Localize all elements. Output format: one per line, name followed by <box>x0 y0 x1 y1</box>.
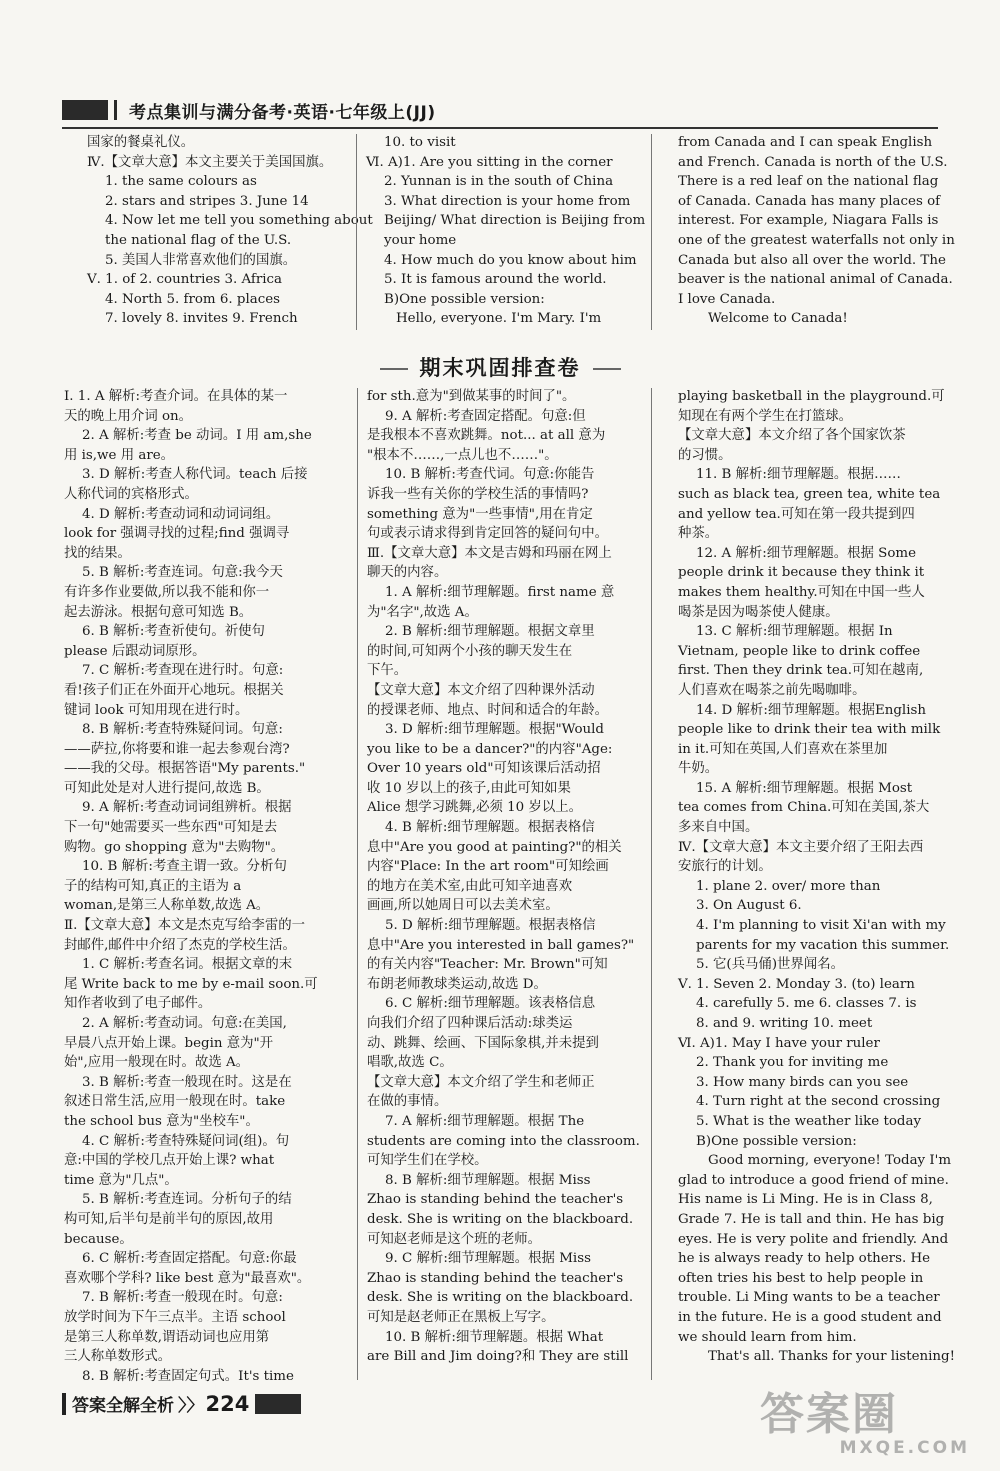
text-line: your home <box>384 232 457 248</box>
text-line: 8. B 解析:考查固定句式。It's time <box>82 1368 294 1384</box>
text-line: 尾 Write back to me by e-mail soon.可 <box>64 976 318 992</box>
page-number: 224 <box>205 1391 250 1416</box>
text-line: 的有关内容"Teacher: Mr. Brown"可知 <box>367 957 608 973</box>
text-line: 8. B 解析:细节理解题。根据 Miss <box>385 1172 591 1188</box>
text-line: 5. B 解析:考查连词。分析句子的结 <box>82 1192 292 1208</box>
text-line: Ⅵ. A)1. May I have your ruler <box>678 1035 880 1051</box>
text-line: tea comes from China.可知在美国,茶大 <box>678 800 930 816</box>
text-line: B)One possible version: <box>384 291 545 307</box>
text-line: 9. A 解析:考查动词词组辨析。根据 <box>82 800 292 816</box>
text-line: 键词 look 可知用现在进行时。 <box>64 702 249 718</box>
text-line: 的地方在美术室,由此可知辛迪喜欢 <box>367 878 573 894</box>
column-divider <box>356 134 357 330</box>
text-line: 6. C 解析:考查固定搭配。句意:你最 <box>82 1251 297 1267</box>
text-line: 11. B 解析:细节理解题。根据…… <box>696 467 901 483</box>
text-line: 牛奶。 <box>678 761 719 777</box>
text-line: 10. B 解析:细节理解题。根据 What <box>385 1329 604 1345</box>
text-line: 5. B 解析:考查连词。句意:我今天 <box>82 565 283 581</box>
text-line: Good morning, everyone! Today I'm <box>708 1153 952 1169</box>
page-footer <box>62 1391 301 1416</box>
text-line: 4. I'm planning to visit Xi'an with my <box>696 918 946 934</box>
text-line: 4. North 5. from 6. places <box>105 291 281 307</box>
text-line: glad to introduce a good friend of mine. <box>678 1172 949 1188</box>
text-line: That's all. Thanks for your listening! <box>708 1349 956 1365</box>
text-line: 5. D 解析:细节理解题。根据表格信 <box>385 918 596 934</box>
text-line: 2. A 解析:考查动词。句意:在美国, <box>82 1016 287 1031</box>
text-line: 的授课老师、地点、时间和适合的年龄。 <box>367 702 609 718</box>
text-line: in the future. He is a good student and <box>678 1309 942 1325</box>
text-line: 始",应用一般现在时。故选 A。 <box>64 1055 250 1071</box>
text-line: are Bill and Jim doing?和 They are still <box>367 1349 629 1365</box>
text-line: 3. What direction is your home from <box>384 193 631 209</box>
text-line: from Canada and I can speak English <box>678 135 933 150</box>
text-line: 1. the same colours as <box>105 174 257 190</box>
text-line: 知作者收到了电子邮件。 <box>64 996 212 1012</box>
text-line: 4. B 解析:细节理解题。根据表格信 <box>385 820 595 836</box>
text-line: 构可知,后半句是前半句的原因,故用 <box>64 1211 274 1227</box>
text-line: something 意为"一些事情",用在肯定 <box>367 506 593 522</box>
text-line: 13. C 解析:细节理解题。根据 In <box>696 624 893 640</box>
text-line: 4. C 解析:考查特殊疑问词(组)。句 <box>82 1133 290 1149</box>
text-line: 起去游泳。根据句意可知选 B。 <box>64 604 253 620</box>
text-line: Ⅴ. 1. of 2. countries 3. Africa <box>87 272 283 288</box>
text-line: 安旅行的计划。 <box>678 859 772 875</box>
text-line: 4. D 解析:考查动词和动词词组。 <box>82 506 280 522</box>
text-line: 3. B 解析:考查一般现在时。这是在 <box>82 1074 292 1090</box>
text-line: 8. and 9. writing 10. meet <box>696 1016 873 1031</box>
text-line: desk. She is writing on the blackboard. <box>367 1211 634 1227</box>
text-line: 2. Thank you for inviting me <box>696 1055 889 1071</box>
text-line: 7. C 解析:考查现在进行时。句意: <box>82 663 284 679</box>
text-line: 购物。go shopping 意为"去购物"。 <box>64 839 285 855</box>
text-line: 放学时间为下午三点半。主语 school <box>64 1309 286 1325</box>
text-line: Over 10 years old"可知该课后活动招 <box>367 761 601 777</box>
text-line: 可知赵老师是这个班的老师。 <box>367 1231 542 1247</box>
text-line: 的时间,可知两个小孩的聊天发生在 <box>367 643 573 659</box>
bottom-column-1 <box>64 387 348 1386</box>
text-line: one of the greatest waterfalls not only in <box>678 232 955 248</box>
text-line: people like to drink their tea with milk <box>678 722 941 738</box>
watermark-text: 答案圈 <box>760 1389 898 1440</box>
text-line: 【文章大意】本文介绍了各个国家饮茶 <box>678 428 906 444</box>
text-line: Grade 7. He is tall and thin. He has big <box>678 1211 945 1227</box>
text-line: we should learn from him. <box>678 1329 857 1345</box>
text-line: 4. Turn right at the second crossing <box>696 1094 941 1110</box>
text-line: 画画,所以她周日可以去美术室。 <box>367 898 559 914</box>
text-line: 的习惯。 <box>678 447 732 463</box>
text-line: often tries his best to help people in <box>678 1270 924 1286</box>
text-line: 2. stars and stripes 3. June 14 <box>105 193 309 209</box>
text-line: 唱歌,故选 C。 <box>367 1055 453 1071</box>
text-line: ——我的父母。根据答语"My parents." <box>64 761 306 777</box>
text-line: you like to be a dancer?"的内容"Age: <box>367 741 613 757</box>
text-line: 多来自中国。 <box>678 820 759 836</box>
text-line: 内容"Place: In the art room"可知绘画 <box>367 859 609 875</box>
text-line: 是我根本不喜欢跳舞。not... at all 意为 <box>367 428 606 444</box>
text-line: 3. D 解析:考查人称代词。teach 后接 <box>82 467 308 483</box>
section-title <box>0 352 1000 382</box>
text-line: 找的结果。 <box>64 545 131 561</box>
text-line: 天的晚上用介词 on。 <box>64 408 193 424</box>
text-line: 5. What is the weather like today <box>696 1113 922 1129</box>
text-line: 喝茶是因为喝茶使人健康。 <box>678 604 839 620</box>
text-line: Ⅰ. 1. A 解析:考查介词。在具体的某一 <box>64 389 288 404</box>
text-line: 1. C 解析:考查名词。根据文章的末 <box>82 957 293 973</box>
text-line: 10. B 解析:考查代词。句意:你能告 <box>385 467 595 483</box>
text-line: 2. A 解析:考查 be 动词。I 用 am,she <box>82 428 312 444</box>
text-line: 5. It is famous around the world. <box>384 272 607 288</box>
text-line: 国家的餐桌礼仪。 <box>87 135 195 150</box>
text-line: 8. B 解析:考查特殊疑问词。句意: <box>82 722 283 738</box>
text-line: 向我们介绍了四种课后活动:球类运 <box>367 1016 573 1031</box>
text-line: 在做的事情。 <box>367 1094 448 1110</box>
text-line: 9. C 解析:细节理解题。根据 Miss <box>385 1251 591 1267</box>
text-line: first. Then they drink tea.可知在越南, <box>678 663 924 679</box>
text-line: interest. For example, Niagara Falls is <box>678 213 939 229</box>
text-line: There is a red leaf on the national flag <box>678 174 939 190</box>
section-title-text: 期末巩固排查卷 <box>368 356 633 380</box>
text-line: 6. C 解析:细节理解题。该表格信息 <box>385 996 596 1012</box>
header-block-mark <box>62 100 108 120</box>
text-line: I love Canada. <box>678 291 776 307</box>
footer-label: 答案全解全析 <box>72 1396 174 1416</box>
text-line: desk. She is writing on the blackboard. <box>367 1290 634 1306</box>
text-line: 下午。 <box>367 663 408 679</box>
text-line: 叙述日常生活,应用一般现在时。take <box>64 1094 286 1110</box>
text-line: for sth.意为"到做某事的时间了"。 <box>367 389 576 404</box>
text-line: ——萨拉,你将要和谁一起去参观台湾? <box>64 741 290 757</box>
footer-bar-mark <box>62 1393 66 1415</box>
text-line: 为"名字",故选 A。 <box>367 604 478 620</box>
watermark-logo <box>760 1389 970 1462</box>
text-line: 用 is,we 用 are。 <box>64 447 175 463</box>
text-line: 5. 美国人非常喜欢他们的国旗。 <box>105 252 297 268</box>
text-line: His name is Li Ming. He is in Class 8, <box>678 1192 933 1208</box>
text-line: Ⅲ.【文章大意】本文是吉姆和玛丽在网上 <box>367 545 612 561</box>
text-line: 可知学生们在学校。 <box>367 1153 488 1169</box>
header-title: 考点集训与满分备考·英语·七年级上(JJ) <box>129 102 436 123</box>
text-line: people drink it because they think it <box>678 565 925 581</box>
text-line: 人称代词的宾格形式。 <box>64 486 198 502</box>
text-line: he is always ready to help others. He <box>678 1251 931 1267</box>
text-line: Beijing/ What direction is Beijing from <box>384 213 646 229</box>
text-line: 有许多作业要做,所以我不能和你一 <box>64 584 270 600</box>
text-line: 4. How much do you know about him <box>384 252 637 268</box>
watermark-url: MXQE.COM <box>839 1438 970 1458</box>
text-line: 【文章大意】本文介绍了四种课外活动 <box>367 682 595 698</box>
text-line: students are coming into the classroom. <box>367 1133 640 1149</box>
text-line: 子的结构可知,真正的主语为 a <box>64 878 242 894</box>
text-line: 下一句"她需要买一些东西"可知是去 <box>64 820 278 836</box>
text-line: 看!孩子们正在外面开心地玩。根据关 <box>64 682 284 698</box>
text-line: B)One possible version: <box>696 1133 857 1149</box>
text-line: look for 强调寻找的过程;find 强调寻 <box>64 526 290 542</box>
text-line: Zhao is standing behind the teacher's <box>367 1270 624 1286</box>
text-line: 收 10 岁以上的孩子,由此可知如果 <box>367 780 571 796</box>
text-line: and yellow tea.可知在第一段共提到四 <box>678 506 915 522</box>
text-line: eyes. He is very polite and friendly. And <box>678 1231 949 1247</box>
text-line: Zhao is standing behind the teacher's <box>367 1192 624 1208</box>
top-column-1 <box>87 133 373 329</box>
header-bar-mark <box>114 100 123 120</box>
column-divider <box>357 388 358 1380</box>
text-line: 知现在有两个学生在打篮球。 <box>678 408 853 424</box>
text-line: please 后跟动词原形。 <box>64 643 206 659</box>
text-line: "根本不……,一点儿也不……"。 <box>367 447 558 463</box>
text-line: 早晨八点开始上课。begin 意为"开 <box>64 1035 274 1051</box>
text-line: parents for my vacation this summer. <box>696 937 950 953</box>
text-line: 是第三人称单数,谓语动词也应用第 <box>64 1329 270 1345</box>
text-line: Alice 想学习跳舞,必须 10 岁以上。 <box>367 800 583 816</box>
text-line: 诉我一些有关你的学校生活的事情吗? <box>367 486 589 502</box>
text-line: 4. Now let me tell you something about <box>105 213 373 229</box>
text-line: 15. A 解析:细节理解题。根据 Most <box>696 780 913 796</box>
text-line: time 意为"几点"。 <box>64 1172 178 1188</box>
text-line: 3. How many birds can you see <box>696 1074 909 1090</box>
text-line: makes them healthy.可知在中国一些人 <box>678 584 925 600</box>
bottom-column-2 <box>367 387 640 1367</box>
text-line: 布朗老师教球类运动,故选 D。 <box>367 976 547 992</box>
text-line: 喜欢哪个学科? like best 意为"最喜欢"。 <box>64 1270 311 1286</box>
text-line: Ⅳ.【文章大意】本文主要关于美国国旗。 <box>87 154 333 170</box>
text-line: 12. A 解析:细节理解题。根据 Some <box>696 545 917 561</box>
text-line: 4. carefully 5. me 6. classes 7. is <box>696 996 917 1012</box>
top-column-3 <box>678 133 955 329</box>
text-line: 9. A 解析:考查固定搭配。句意:但 <box>385 408 586 424</box>
text-line: 动、跳舞、绘画、下国际象棋,并未提到 <box>367 1035 599 1051</box>
column-divider <box>651 134 652 330</box>
text-line: 3. On August 6. <box>696 898 802 914</box>
text-line: and French. Canada is north of the U.S. <box>678 154 948 170</box>
text-line: trouble. Li Ming wants to be a teacher <box>678 1290 940 1306</box>
text-line: Ⅵ. A)1. Are you sitting in the corner <box>366 154 613 170</box>
text-line: 1. plane 2. over/ more than <box>696 878 881 894</box>
text-line: 可知此处是对人进行提问,故选 B。 <box>64 780 270 796</box>
text-line: 息中"Are you good at painting?"的相关 <box>367 839 622 855</box>
text-line: Ⅱ.【文章大意】本文是杰克写给李雷的一 <box>64 918 305 934</box>
text-line: 三人称单数形式。 <box>64 1349 172 1365</box>
text-line: 封邮件,邮件中介绍了杰克的学校生活。 <box>64 937 296 953</box>
top-column-2 <box>366 133 646 329</box>
text-line: Welcome to Canada! <box>708 311 848 327</box>
text-line: Ⅴ. 1. Seven 2. Monday 3. (to) learn <box>678 976 915 992</box>
text-line: the school bus 意为"坐校车"。 <box>64 1113 259 1129</box>
text-line: of Canada. Canada has many places of <box>678 193 941 209</box>
text-line: 14. D 解析:细节理解题。根据English <box>696 702 926 718</box>
bottom-column-3 <box>678 387 956 1367</box>
text-line: beaver is the national animal of Canada. <box>678 272 953 288</box>
text-line: 7. A 解析:细节理解题。根据 The <box>385 1113 585 1129</box>
text-line: 3. D 解析:细节理解题。根据"Would <box>385 722 604 738</box>
text-line: 2. B 解析:细节理解题。根据文章里 <box>385 624 595 640</box>
text-line: 种茶。 <box>678 526 719 542</box>
text-line: such as black tea, green tea, white tea <box>678 486 941 502</box>
header-rule <box>62 127 938 129</box>
page-header <box>62 97 436 123</box>
text-line: 7. lovely 8. invites 9. French <box>105 311 298 327</box>
text-line: 息中"Are you interested in ball games?" <box>367 937 635 953</box>
text-line: 6. B 解析:考查祈使句。祈使句 <box>82 624 265 640</box>
text-line: 7. B 解析:考查一般现在时。句意: <box>82 1290 283 1306</box>
text-line: 可知是赵老师正在黑板上写字。 <box>367 1309 555 1325</box>
text-line: Canada but also all over the world. The <box>678 252 946 268</box>
text-line: 意:中国的学校几点开始上课? what <box>64 1153 275 1169</box>
text-line: 人们喜欢在喝茶之前先喝咖啡。 <box>678 682 866 698</box>
text-line: Hello, everyone. I'm Mary. I'm <box>396 311 602 327</box>
text-line: 10. B 解析:考查主谓一致。分析句 <box>82 859 287 875</box>
text-line: the national flag of the U.S. <box>105 232 292 248</box>
text-line: because。 <box>64 1231 133 1247</box>
text-line: 5. 它(兵马俑)世界闻名。 <box>696 957 844 973</box>
text-line: 【文章大意】本文介绍了学生和老师正 <box>367 1074 595 1090</box>
column-divider <box>651 388 652 1380</box>
footer-arrows: 〉〉 <box>178 1396 204 1416</box>
text-line: 10. to visit <box>384 135 456 150</box>
text-line: 句或表示请求得到肯定回答的疑问句中。 <box>367 526 609 542</box>
text-line: Ⅳ.【文章大意】本文主要介绍了王阳去西 <box>678 839 924 855</box>
footer-block-mark <box>255 1394 301 1414</box>
text-line: woman,是第三人称单数,故选 A。 <box>64 898 270 914</box>
text-line: 聊天的内容。 <box>367 565 448 581</box>
text-line: 2. Yunnan is in the south of China <box>384 174 614 190</box>
text-line: playing basketball in the playground.可 <box>678 389 945 404</box>
text-line: 1. A 解析:细节理解题。first name 意 <box>385 584 615 600</box>
text-line: Vietnam, people like to drink coffee <box>678 643 921 659</box>
text-line: in it.可知在英国,人们喜欢在茶里加 <box>678 741 888 757</box>
